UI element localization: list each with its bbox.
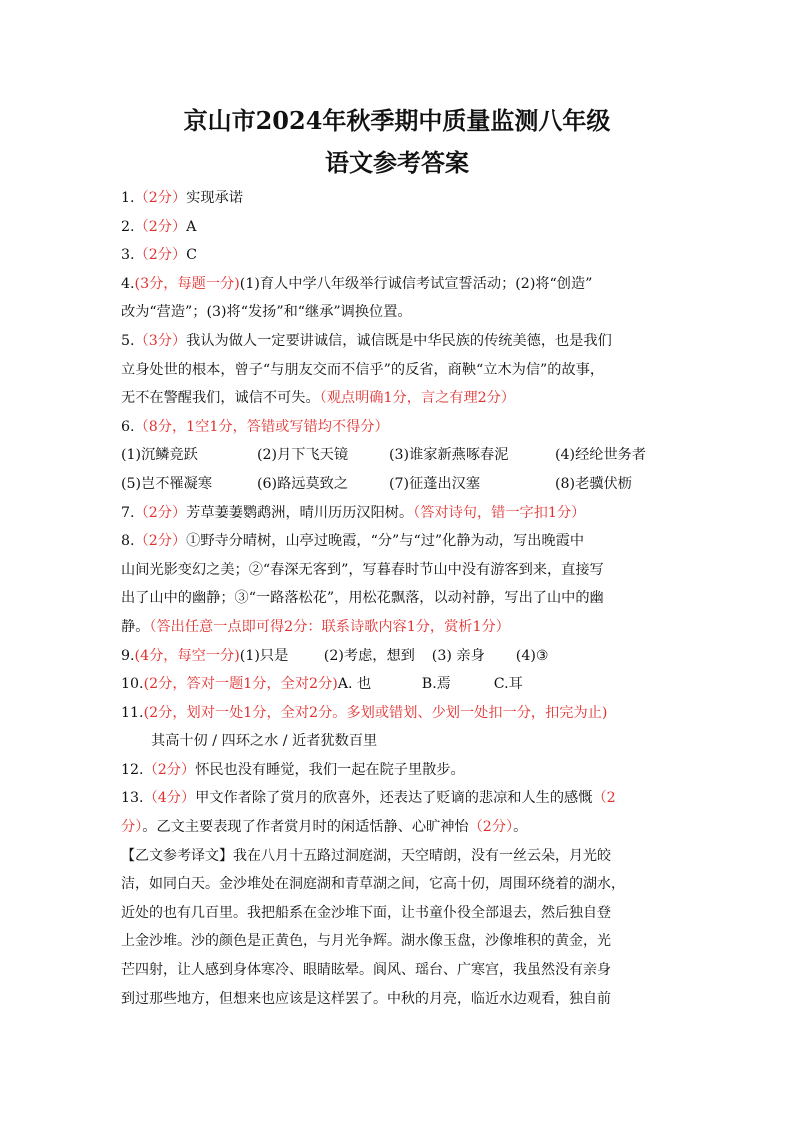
score-note: （2分） (134, 247, 187, 264)
question-number: 5. (121, 332, 135, 349)
answer-9 (121, 642, 681, 671)
answer-12 (121, 756, 681, 785)
answer-list (121, 184, 681, 1013)
answer-text: 我认为做人一定要讲诚信，诚信既是中华民族的传统美德，也是我们 (186, 332, 612, 349)
translation-line-3: 近处的也有几百里。我把船系在金沙堆下面，让书童仆役全部退去，然后独自登 (121, 904, 611, 921)
blank-answer: (3)谁家新燕啄春泥 (389, 447, 509, 464)
question-number: 9. (121, 647, 135, 664)
score-note: （2分） (134, 190, 187, 206)
answer-4-line-1 (121, 270, 681, 299)
answer-13-line-2 (121, 813, 681, 842)
score-note: （答对诗句，错一字扣1分） (413, 504, 586, 521)
question-number: 2. (121, 218, 135, 235)
answer-text: 无不在警醒我们，诚信不可失。 (121, 390, 320, 407)
blank-answer: (2)月下飞天镜 (257, 447, 349, 464)
answer-8-line-2: 山间光影变幻之美；②“春深无客到”，写暮春时节山中没有游客到来，直接写 (121, 561, 604, 578)
question-number: 13. (121, 790, 144, 807)
page-title: 京山市2024年秋季期中质量监测八年级 (183, 106, 611, 135)
blank-answer: (2)考虑，想到 (323, 647, 415, 664)
blank-answer: (4)经纶世务者 (555, 447, 647, 464)
score-note: （8分，1空1分，答错或写错均不得分） (134, 418, 389, 435)
blank-answer: (7)征蓬出汉塞 (389, 475, 481, 492)
answer-5-line-1 (121, 327, 681, 356)
answer-6-row-2 (121, 470, 681, 499)
translation-line-1 (121, 842, 681, 871)
answer-13-line-1 (121, 784, 681, 813)
translation-line-5: 芒四射，让人感到身体寒冷、眼睛眩晕。阆风、瑶台、广寒宫，我虽然没有亲身 (121, 962, 611, 979)
blank-answer: (6)路远莫致之 (257, 475, 349, 492)
answer-text: C (186, 247, 197, 264)
choice-answer: A. 也 (337, 676, 372, 693)
question-number: 7. (121, 504, 135, 521)
answer-11-header (121, 699, 681, 728)
answer-10 (121, 670, 681, 699)
score-note: (2分，划对一处1分，全对2分。多划或错划、少划一处扣一分，扣完为止) (143, 704, 608, 721)
question-number: 4. (121, 275, 135, 292)
answer-text: (1)育人中学八年级举行诚信考试宣誓活动；(2)将“创造” (239, 275, 593, 292)
answer-11-text: 其高十仞 / 四环之水 / 近者犹数百里 (151, 733, 378, 750)
answer-text: 芳草萋萋鹦鹉洲，晴川历历汉阳树。 (186, 504, 414, 521)
blank-answer: (8)老骥伏枥 (555, 475, 632, 492)
page-subtitle: 语文参考答案 (325, 148, 469, 177)
blank-answer: (5)岂不罹凝寒 (121, 475, 213, 492)
question-number: 11. (121, 704, 144, 721)
score-note: （2分） (468, 819, 514, 836)
answer-text: 。乙文主要表现了作者赏月时的闲适恬静、心旷神怡 (142, 819, 469, 836)
score-note: 分） (121, 819, 143, 836)
blank-answer: (1)沉鳞竞跃 (121, 447, 198, 464)
answer-5-line-3 (121, 384, 681, 413)
translation-line-2: 洁，如同白天。金沙堆处在洞庭湖和青草湖之间，它高十仞，周围环绕着的湖水， (121, 876, 625, 893)
question-number: 3. (121, 247, 135, 264)
score-note: （2 (592, 790, 616, 807)
answer-8-line-3: 出了山中的幽静；③“一路落松花”，用松花飘落，以动衬静，写出了山中的幽 (121, 590, 604, 607)
choice-answer: B.焉 (421, 676, 451, 693)
translation-line-4: 上金沙堆。沙的颜色是正黄色，与月光争辉。湖水像玉盘，沙像堆积的黄金，光 (121, 933, 611, 950)
answer-6-row-1 (121, 441, 681, 470)
answer-text: 实现承诺 (186, 190, 243, 206)
score-note: （2分） (134, 218, 187, 235)
answer-text: 怀民也没有睡觉，我们一起在院子里散步。 (195, 761, 465, 778)
score-note: （2分） (134, 533, 187, 550)
score-note: （3分） (134, 332, 187, 349)
answer-5-line-2: 立身处世的根本，曾子“与朋友交而不信乎”的反省，商鞅“立木为信”的故事， (121, 361, 605, 378)
answer-text: 静。 (121, 618, 150, 635)
answer-3 (121, 241, 681, 270)
answer-6-header (121, 413, 681, 442)
score-note: (4分，每空一分) (134, 647, 240, 664)
blank-answer: (3) 亲身 (431, 647, 485, 664)
question-number: 8. (121, 533, 135, 550)
question-number: 1. (121, 190, 135, 206)
answer-2 (121, 213, 681, 242)
question-number: 12. (121, 761, 144, 778)
answer-8-line-4 (121, 613, 681, 642)
score-note: （观点明确1分，言之有理2分） (319, 390, 516, 407)
answer-1 (121, 184, 681, 213)
translation-label: 【乙文参考译文】 (121, 847, 233, 864)
answer-4-line-2: 改为“营造”；(3)将“发扬”和“继承”调换位置。 (121, 304, 412, 321)
translation-line-6: 到过那些地方，但想来也应该是这样罢了。中秋的月亮，临近水边观看，独自前 (121, 990, 611, 1007)
score-note: （答出任意一点即可得2分：联系诗歌内容1分，赏析1分） (149, 618, 510, 635)
score-note: (3分，每题一分) (134, 275, 240, 292)
blank-answer: (1)只是 (239, 647, 289, 664)
question-number: 10. (121, 676, 144, 693)
score-note: （4分） (143, 790, 196, 807)
translation-text: 我在八月十五路过洞庭湖，天空晴朗，没有一丝云朵，月光皎 (233, 847, 611, 864)
answer-text: ①野寺分晴树，山亭过晚霞，“分”与“过”化静为动，写出晚霞中 (186, 533, 585, 550)
answer-8-line-1 (121, 527, 681, 556)
answer-text: 甲文作者除了赏月的欣喜外，还表达了贬谪的悲凉和人生的感慨 (195, 790, 593, 807)
answer-text: A (186, 218, 197, 235)
choice-answer: C.耳 (493, 676, 523, 693)
score-note: （2分） (143, 761, 196, 778)
blank-answer: (4)③ (515, 647, 549, 664)
answer-7 (121, 499, 681, 528)
score-note: (2分，答对一题1分，全对2分) (143, 676, 338, 693)
score-note: （2分） (134, 504, 187, 521)
answer-text: 。 (513, 819, 528, 836)
question-number: 6. (121, 418, 135, 435)
